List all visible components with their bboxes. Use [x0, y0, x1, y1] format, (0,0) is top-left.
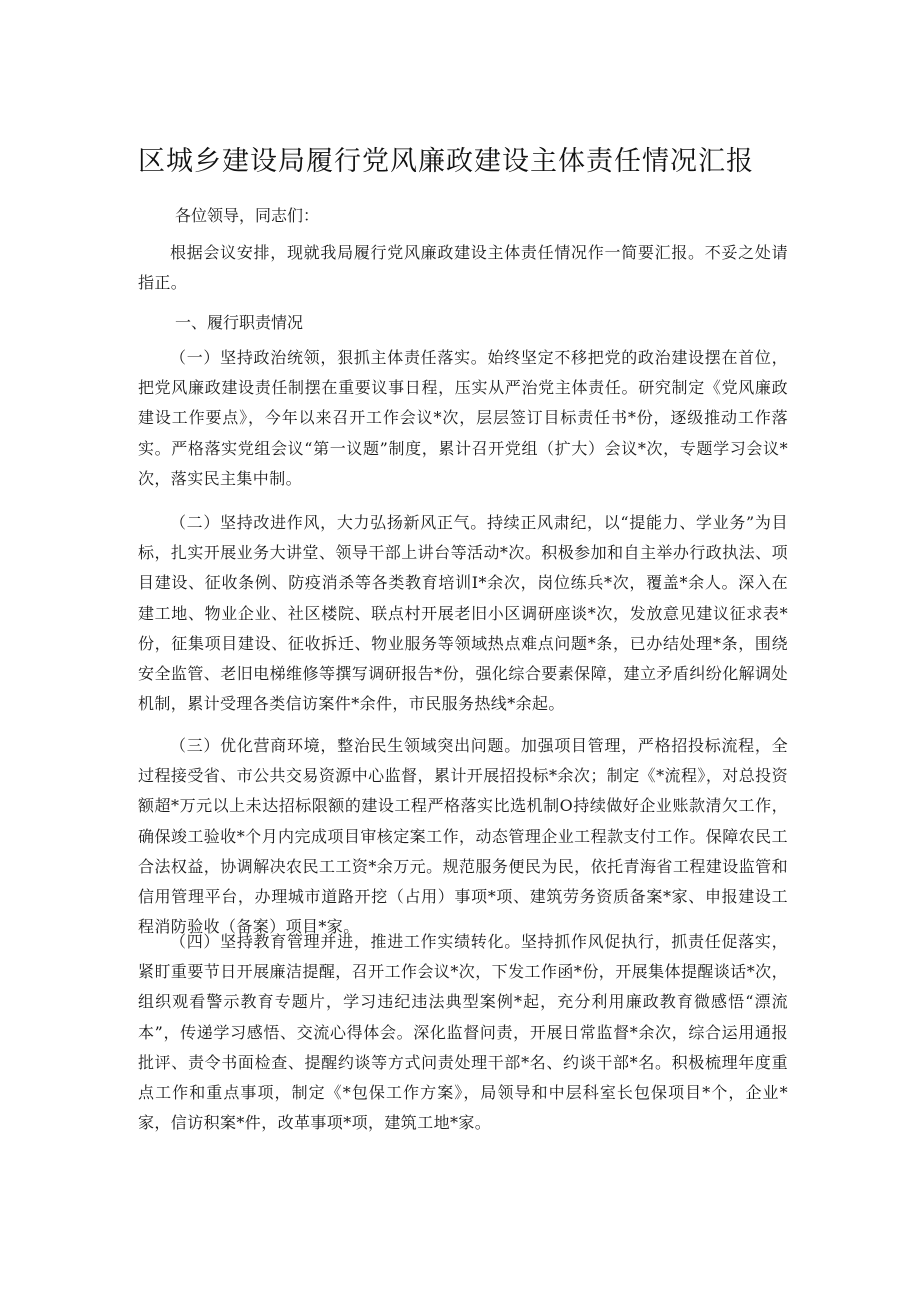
paragraph-section-2: （二）坚持改进作风，大力弘扬新风正气。持续正风肃纪，以“提能力、学业务”为目标，扎实开展业务大讲堂、领导干部上讲台等活动*次。积极参加和自主举办行政执法、项目建设、征收条例、防疫消杀等各类教育培训I*余次，岗位练兵*次，覆盖*余人。深入在建工地、物业企业、社区楼院、联点村开展老旧小区调研座谈*次，发放意见建议征求表*份，征集项目建设、征收拆迁、物业服务等领域热点难点问题*条，已办结处理*条，围绕安全监管、老旧电梯维修等撰写调研报告*份，强化综合要素保障，建立矛盾纠纷化解调处机制，累计受理各类信访案件*余件，市民服务热线*余起。: [138, 513, 788, 714]
section-heading: 一、履行职责情况: [175, 313, 304, 332]
intro-paragraph: 根据会议安排，现就我局履行党风廉政建设主体责任情况作一简要汇报。不妥之处请指正。: [138, 243, 788, 293]
paragraph-section-4: （四）坚持教育管理并进，推进工作实绩转化。坚持抓作风促执行，抓责任促落实，紧盯重要节日开展廉洁提醒，召开工作会议*次，下发工作函*份，开展集体提醒谈话*次，组织观看警示教育专题片，学习违纪违法典型案例*起，充分利用廉政教育微感悟“漂流本”，传递学习感悟、交流心得体会。深化监督问责，开展日常监督*余次，综合运用通报批评、责令书面检查、提醒约谈等方式问责处理干部*名、约谈干部*名。积极梳理年度重点工作和重点事项，制定《*包保工作方案》，局领导和中层科室长包保项目*个，企业*家，信访积案*件，改革事项*项，建筑工地*家。: [138, 932, 788, 1133]
paragraph-section-3: （三）优化营商环境，整治民生领域突出问题。加强项目管理，严格招投标流程，全过程接受省、市公共交易资源中心监督，累计开展招投标*余次；制定《*流程》，对总投资额超*万元以上未达招标限额的建设工程严格落实比选机制O持续做好企业账款清欠工作，确保竣工验收*个月内完成项目审核定案工作，动态管理企业工程款支付工作。保障农民工合法权益，协调解决农民工工资*余万元。规范服务便民为民，依托青海省工程建设监管和信用管理平台，办理城市道路开挖（占用）事项*项、建筑劳务资质备案*家、申报建设工程消防验收（备案）项目*家。: [138, 736, 788, 937]
document-title: 区城乡建设局履行党风廉政建设主体责任情况汇报: [138, 146, 754, 177]
salutation: 各位领导，同志们：: [175, 206, 320, 225]
paragraph-section-1: （一）坚持政治统领，狠抓主体责任落实。始终坚定不移把党的政治建设摆在首位，把党风廉政建设责任制摆在重要议事日程，压实从严治党主体责任。研究制定《党风廉政建设工作要点》，今年以来召开工作会议*次，层层签订目标责任书*份，逐级推动工作落实。严格落实党组会议“第一议题”制度，累计召开党组（扩大）会议*次，专题学习会议*次，落实民主集中制。: [138, 348, 788, 488]
